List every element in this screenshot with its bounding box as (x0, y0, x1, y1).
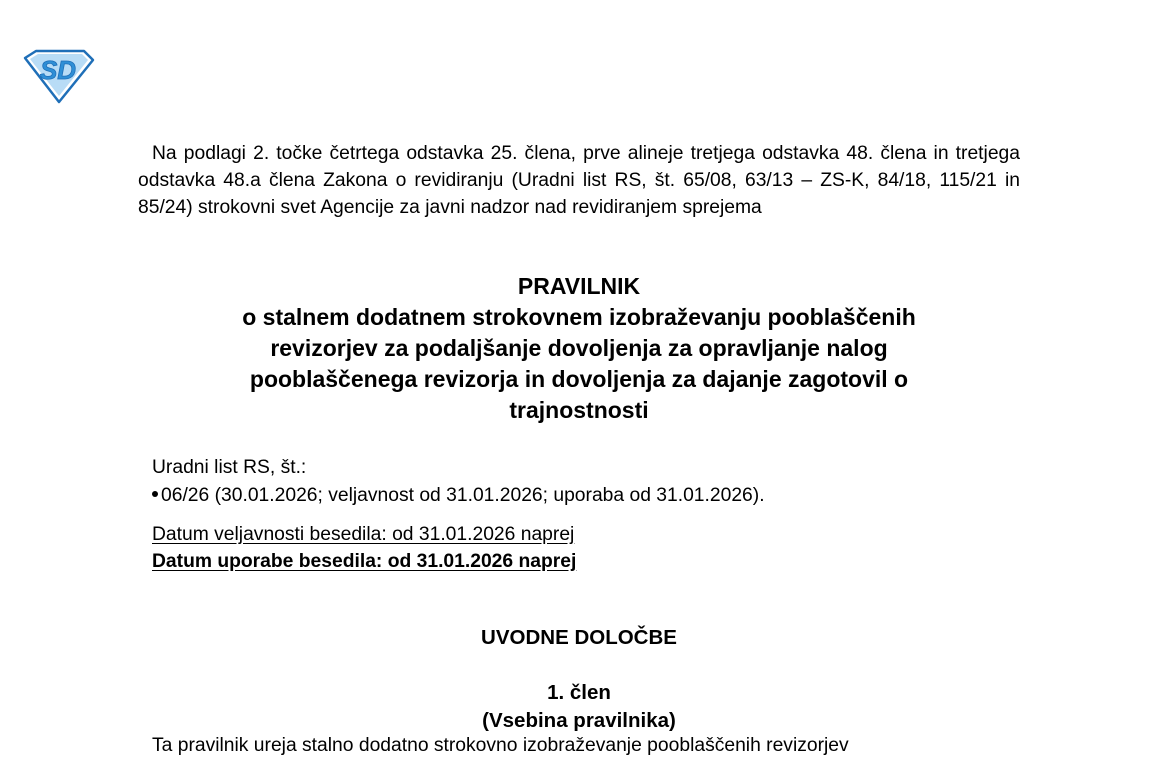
dates-block (152, 521, 1012, 575)
logo-letters: SD (39, 55, 77, 85)
article-number: 1. člen (547, 681, 611, 704)
application-date-link[interactable]: Datum uporabe besedila: od 31.01.2026 naprej (152, 551, 577, 572)
gazette-entry-text: 06/26 (30.01.2026; veljavnost od 31.01.2026; uporaba od 31.01.2026). (161, 485, 765, 506)
bullet-icon (152, 491, 158, 497)
title-heading: PRAVILNIK (517, 273, 641, 299)
gazette-info (152, 454, 1012, 510)
title-line: trajnostnosti (509, 397, 649, 423)
title-line: pooblaščenega revizorja in dovoljenja za dajanje zagotovil o (249, 366, 909, 392)
gazette-label: Uradni list RS, št.: (152, 457, 307, 478)
validity-date-link[interactable]: Datum veljavnosti besedila: od 31.01.2026 naprej (152, 524, 575, 545)
gazette-entry[interactable] (152, 482, 1012, 510)
article-title: (Vsebina pravilnika) (482, 709, 676, 732)
document-title (138, 271, 1020, 426)
article-body-text: Ta pravilnik ureja stalno dodatno strokovno izobraževanje pooblaščenih revizorjev (152, 735, 849, 756)
article-heading (138, 679, 1020, 735)
title-line: revizorjev za podaljšanje dovoljenja za opravljanje nalog (270, 335, 888, 361)
sd-shield-logo-icon (22, 48, 95, 104)
title-line: o stalnem dodatnem strokovnem izobraževanju pooblaščenih (242, 304, 916, 330)
section-heading: UVODNE DOLOČBE (481, 626, 677, 649)
preamble-text: Na podlagi 2. točke četrtega odstavka 25. člena, prve alineje tretjega odstavka 48. člena in tretjega odstavka 48.a člena Zakona o revidiranju (Uradni list RS, št. 65/08, 63/13 – ZS-K, 84/18, 115/21 in 85/24) strokovni svet Agencije za javni nadzor nad revidiranjem sprejema (138, 143, 1020, 218)
